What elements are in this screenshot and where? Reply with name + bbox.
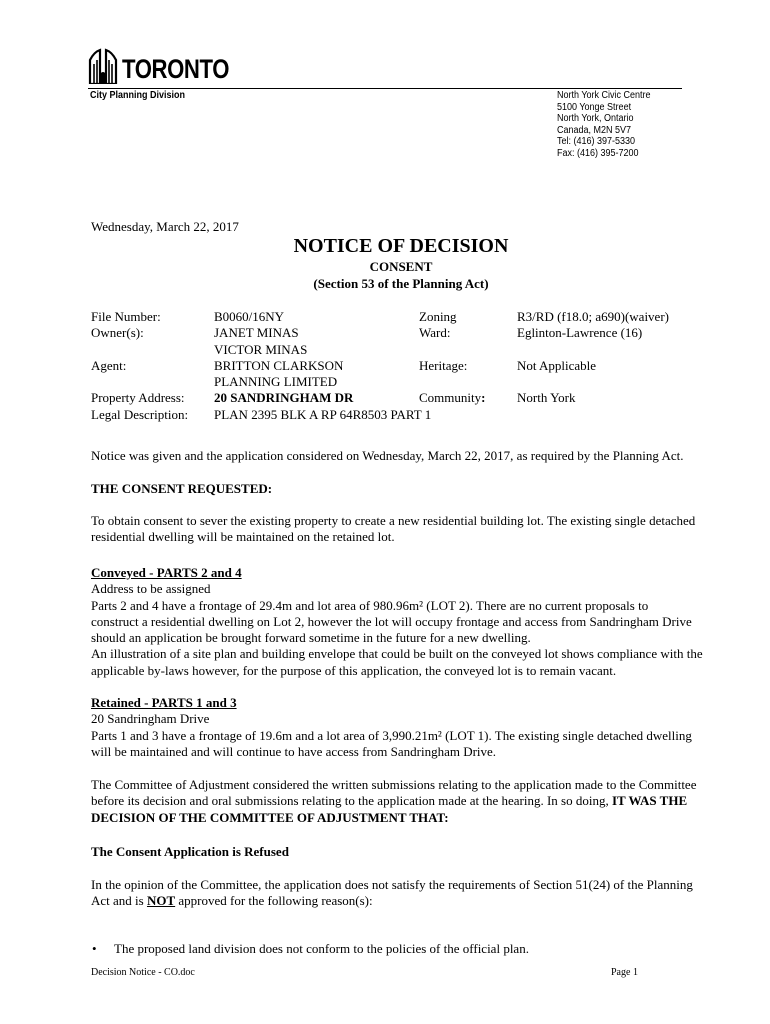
field-value: 20 SANDRINGHAM DR [214,390,354,406]
field-right-value [517,374,669,390]
paragraph-line: Parts 2 and 4 have a frontage of 29.4m and lot area of 980.96m² (LOT 2). There are no current proposals to [91,597,649,613]
retained-section [91,695,691,760]
toronto-logo [88,44,253,84]
conveyed-section [91,565,703,679]
field-label: File Number: [91,309,161,324]
paragraph-line [91,893,691,909]
footer-filename: Decision Notice - CO.doc [91,967,195,978]
opinion-paragraph [91,877,691,910]
address-line: Canada, M2N 5V7 [557,124,632,136]
field-right-values [517,309,669,423]
field-right-value [517,342,669,358]
conveyed-heading: Conveyed - PARTS 2 and 4 [91,565,242,580]
field-right-value: Eglinton-Lawrence (16) [517,325,643,341]
paragraph-line: applicable by-laws however, for the purpose of this application, the conveyed lot is to remain vacant. [91,662,617,678]
reason-item: The proposed land division does not conform to the policies of the official plan. [114,941,529,956]
paragraph-line: construct a residential dwelling on Lot 2, however the lot will occupy frontage and access from Sandringham Drive [91,613,692,629]
field-label: Legal Description: [91,406,189,422]
committee-decision-emphasis: IT WAS THE [611,793,688,809]
field-value: PLAN 2395 BLK A RP 64R8503 PART 1 [214,406,432,422]
field-labels [91,309,188,423]
bullet-icon: • [92,941,97,956]
committee-text: before its decision and oral submissions relating to the application made at the hearing. In so doing, [91,793,612,809]
field-right-label [419,390,485,406]
field-value: JANET MINAS [214,325,299,341]
address-line: North York, Ontario [557,113,634,125]
field-value: PLANNING LIMITED [214,374,338,390]
page-number: Page 1 [611,967,638,978]
field-right-value [517,407,669,423]
field-right-label [419,374,485,390]
paragraph-line: Address to be assigned [91,581,211,597]
city-hall-icon [88,48,118,84]
field-label [91,374,188,390]
page-subtitle-section: (Section 53 of the Planning Act) [313,276,489,291]
notice-statement: Notice was given and the application considered on Wednesday, March 22, 2017, as required by the Planning Act. [91,448,684,463]
address-line: North York Civic Centre [557,90,651,101]
paragraph-line: In the opinion of the Committee, the application does not satisfy the requirements of Section 51(24) of the Planning [91,877,693,892]
paragraph-line: 20 Sandringham Drive [91,711,210,727]
committee-paragraph [91,777,697,826]
field-right-label: Ward: [419,325,451,341]
field-right-label [419,342,485,358]
division-name: City Planning Division [90,90,186,101]
address-line: Fax: (416) 395-7200 [557,147,639,159]
field-right-label: Zoning [419,309,457,324]
community-label: Community [419,390,482,406]
field-label: Owner(s): [91,325,144,341]
field-label [91,342,188,358]
retained-heading: Retained - PARTS 1 and 3 [91,695,237,710]
field-value: BRITTON CLARKSON [214,357,344,373]
paragraph-line: The Committee of Adjustment considered the written submissions relating to the application made to the Committee [91,777,697,792]
consent-description [91,513,696,546]
page-subtitle: CONSENT [369,259,433,274]
paragraph-line: An illustration of a site plan and building envelope that could be built on the conveyed lot shows compliance with the [91,646,703,662]
paragraph-line: should an application be brought forward sometime in the future for a new dwelling. [91,630,531,646]
field-right-labels [419,309,485,423]
opinion-text: approved for the following reason(s): [175,893,373,909]
notice-date: Wednesday, March 22, 2017 [91,219,239,234]
field-right-value: R3/RD (f18.0; a690)(waiver) [517,309,669,324]
paragraph-line: Parts 1 and 3 have a frontage of 19.6m and a lot area of 3,990.21m² (LOT 1). The existing single detached dwelling [91,727,692,743]
logo-wordmark: TORONTO [122,54,230,84]
page-title: NOTICE OF DECISION [293,235,509,257]
paragraph-line: To obtain consent to sever the existing property to create a new residential building lot. The existing single detached [91,513,696,528]
paragraph-line: residential dwelling will be maintained on the retained lot. [91,529,395,545]
header-rule [88,88,682,89]
paragraph-line [91,793,691,809]
field-label: Agent: [91,357,127,373]
consent-heading: THE CONSENT REQUESTED: [91,481,273,496]
address-line: Tel: (416) 397-5330 [557,136,636,148]
paragraph-line: DECISION OF THE COMMITTEE OF ADJUSTMENT THAT: [91,809,449,825]
field-right-value: Not Applicable [517,357,597,373]
paragraph-line: will be maintained and will continue to have access from Sandringham Drive. [91,743,497,759]
field-value: B0060/16NY [214,309,285,324]
field-values [214,309,431,423]
office-address [557,90,651,160]
opinion-text: Act and is [91,893,147,909]
address-line: 5100 Yonge Street [557,101,632,113]
field-label: Property Address: [91,390,185,406]
community-colon: : [481,390,486,406]
refused-heading: The Consent Application is Refused [91,844,289,859]
field-right-label [419,407,485,423]
field-right-value: North York [517,390,576,406]
field-right-label: Heritage: [419,357,468,373]
field-value: VICTOR MINAS [214,341,308,357]
not-emphasis: NOT [146,893,176,909]
